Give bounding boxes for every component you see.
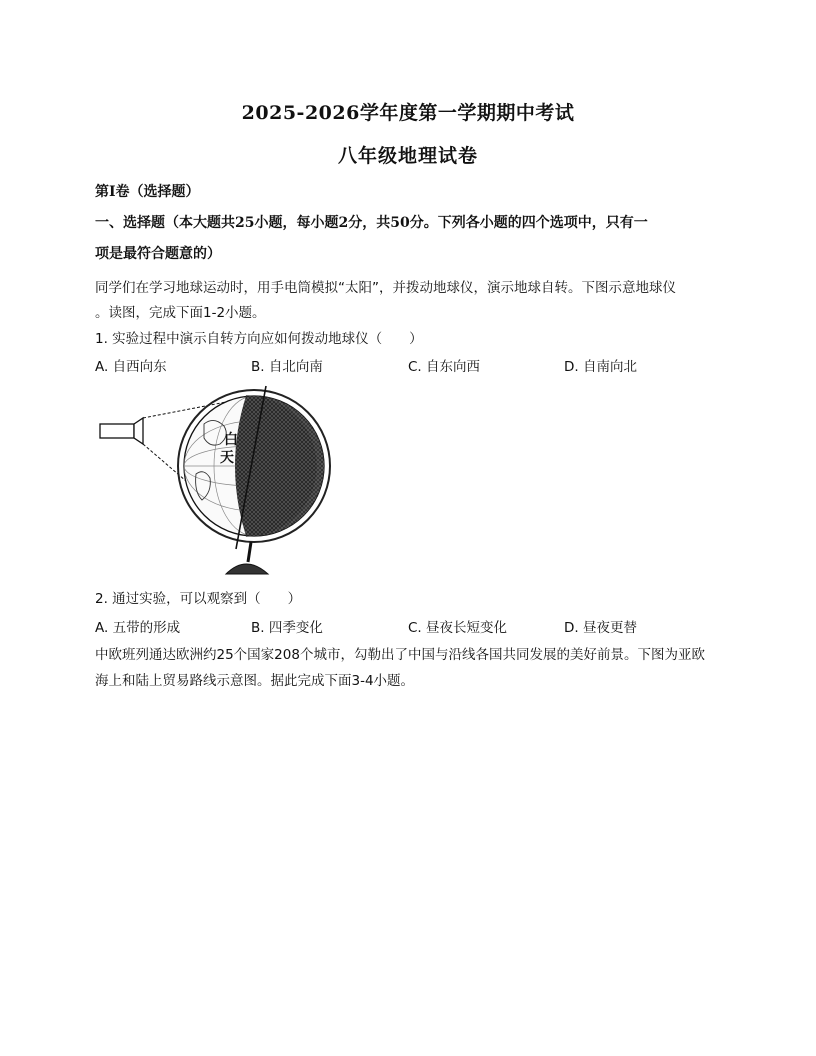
passage2-line1: 中欧班列通达欧洲约25个国家208个城市，勾勒出了中国与沿线各国共同发展的美好前景。下图为亚欧: [95, 647, 705, 663]
exam-title: 2025-2026学年度第一学期期中考试: [241, 102, 575, 124]
q2-option-a: A. 五带的形成: [95, 620, 181, 636]
q2-option-b: B. 四季变化: [251, 620, 323, 636]
q2-option-d: D. 昼夜更替: [564, 620, 637, 636]
question-2-stem: 2. 通过实验，可以观察到（ ）: [95, 591, 302, 607]
exam-subtitle: 八年级地理试卷: [337, 145, 478, 167]
flashlight-icon: [100, 418, 143, 444]
q1-option-a: A. 自西向东: [95, 359, 167, 375]
passage1-line1: 同学们在学习地球运动时，用手电筒模拟“太阳”，并拨动地球仪，演示地球自转。下图示意地球仪: [95, 280, 676, 296]
day-label-bottom: 天: [220, 450, 234, 466]
question-1-stem: 1. 实验过程中演示自转方向应如何拨动地球仪（ ）: [95, 331, 423, 347]
globe-figure: [96, 384, 346, 584]
day-label-top: 白: [224, 432, 238, 448]
section-label: 第I卷（选择题）: [95, 184, 200, 200]
q1-option-b: B. 自北向南: [251, 359, 323, 375]
section-instruction-line1: 一、选择题（本大题共25小题，每小题2分，共50分。下列各小题的四个选项中，只有一: [95, 215, 648, 231]
section-instruction-line2: 项是最符合题意的）: [95, 246, 221, 262]
passage1-line2: 。读图，完成下面1-2小题。: [95, 305, 266, 321]
q2-option-c: C. 昼夜长短变化: [408, 620, 508, 636]
passage2-line2: 海上和陆上贸易路线示意图。据此完成下面3-4小题。: [95, 673, 415, 689]
q1-option-d: D. 自南向北: [564, 359, 637, 375]
globe-illustration: [96, 384, 346, 584]
q1-option-c: C. 自东向西: [408, 359, 481, 375]
